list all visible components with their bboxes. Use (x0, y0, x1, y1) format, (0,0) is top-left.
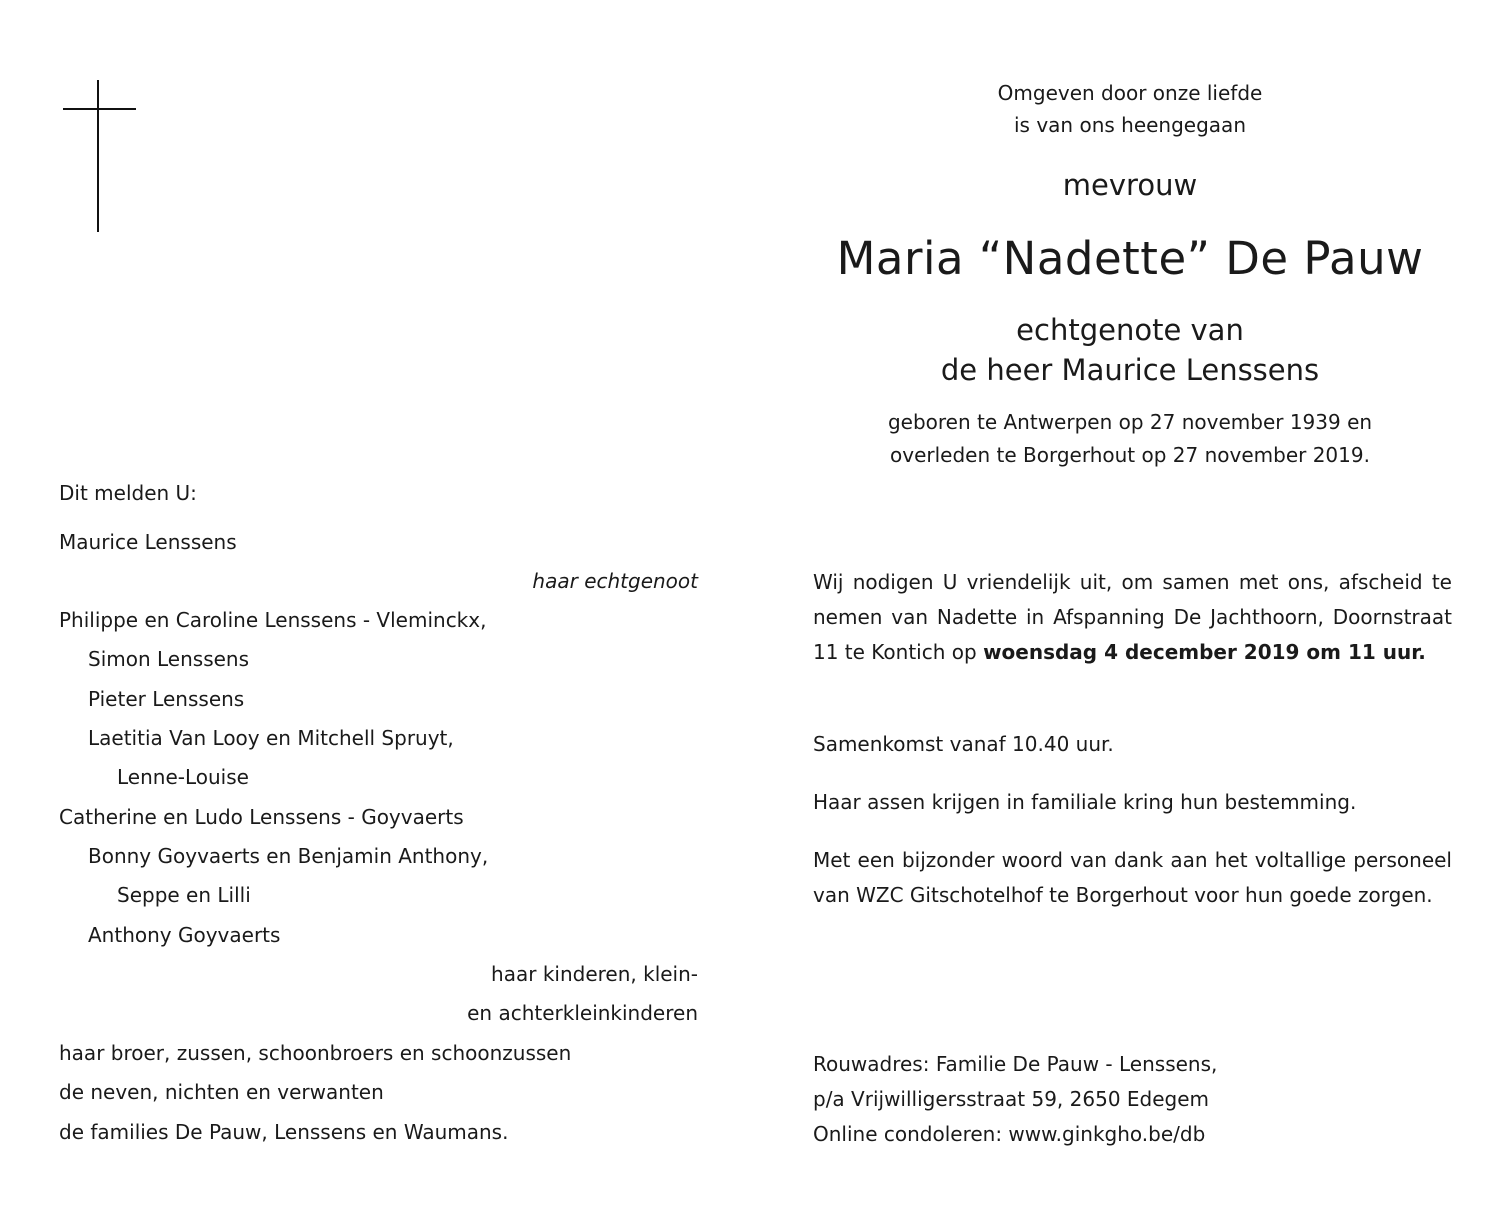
husband-role (400, 569, 698, 593)
children-role-line-1: haar kinderen, klein- (491, 962, 698, 986)
husband-name: Maurice Lenssens (59, 530, 237, 554)
deceased-name: Maria “Nadette” De Pauw (836, 232, 1424, 285)
relatives-line: haar broer, zussen, schoonbroers en schoonzussen (59, 1041, 572, 1065)
cross-horizontal-bar (63, 108, 136, 110)
ashes-note: Haar assen krijgen in familiale kring hun bestemming. (813, 790, 1357, 814)
spouse-line-2: de heer Maurice Lenssens (940, 353, 1320, 387)
family-member: Catherine en Ludo Lenssens - Goyvaerts (59, 805, 464, 829)
intro-line-1: Omgeven door onze liefde (997, 81, 1263, 105)
ceremony-date-time: woensdag 4 december 2019 om 11 uur. (983, 640, 1426, 664)
gathering-time: Samenkomst vanaf 10.40 uur. (813, 732, 1114, 756)
husband-role-text: haar echtgenoot (532, 569, 698, 593)
relatives-line: de neven, nichten en verwanten (59, 1080, 384, 1104)
family-member: Simon Lenssens (88, 647, 250, 671)
family-member: Bonny Goyvaerts en Benjamin Anthony, (88, 844, 489, 868)
online-condolence: Online condoleren: www.ginkgho.be/db (813, 1122, 1206, 1146)
family-member: Anthony Goyvaerts (88, 923, 281, 947)
mourning-address-line-2: p/a Vrijwilligersstraat 59, 2650 Edegem (813, 1087, 1210, 1111)
spouse-line-1: echtgenote van (1016, 313, 1244, 347)
cross-vertical-bar (97, 80, 99, 232)
death-date-line: overleden te Borgerhout op 27 november 2019. (890, 443, 1370, 467)
family-member: Seppe en Lilli (117, 883, 251, 907)
thanks-paragraph: Met een bijzonder woord van dank aan het voltallige personeel van WZC Gitschotelhof te Borgerhout voor hun goede zorgen. (813, 848, 1452, 907)
family-intro: Dit melden U: (59, 481, 197, 505)
birth-date-line: geboren te Antwerpen op 27 november 1939 en (887, 410, 1373, 434)
invitation-paragraph (813, 565, 1452, 670)
intro-line-2: is van ons heengegaan (1014, 113, 1246, 137)
family-member: Lenne-Louise (117, 765, 249, 789)
salutation: mevrouw (1062, 168, 1198, 202)
relatives-line: de families De Pauw, Lenssens en Waumans. (59, 1120, 509, 1144)
children-role-line-2: en achterkleinkinderen (467, 1001, 698, 1025)
invitation-text: Wij nodigen U vriendelijk uit, om samen met ons, afscheid te nemen van Nadette in Afspanning De Jachthoorn, Doornstraat 11 te Kontich op (813, 570, 1452, 664)
family-member: Pieter Lenssens (88, 687, 245, 711)
family-member: Laetitia Van Looy en Mitchell Spruyt, (88, 726, 454, 750)
mourning-address-line-1: Rouwadres: Familie De Pauw - Lenssens, (813, 1052, 1218, 1076)
family-member: Philippe en Caroline Lenssens - Vleminckx, (59, 608, 487, 632)
